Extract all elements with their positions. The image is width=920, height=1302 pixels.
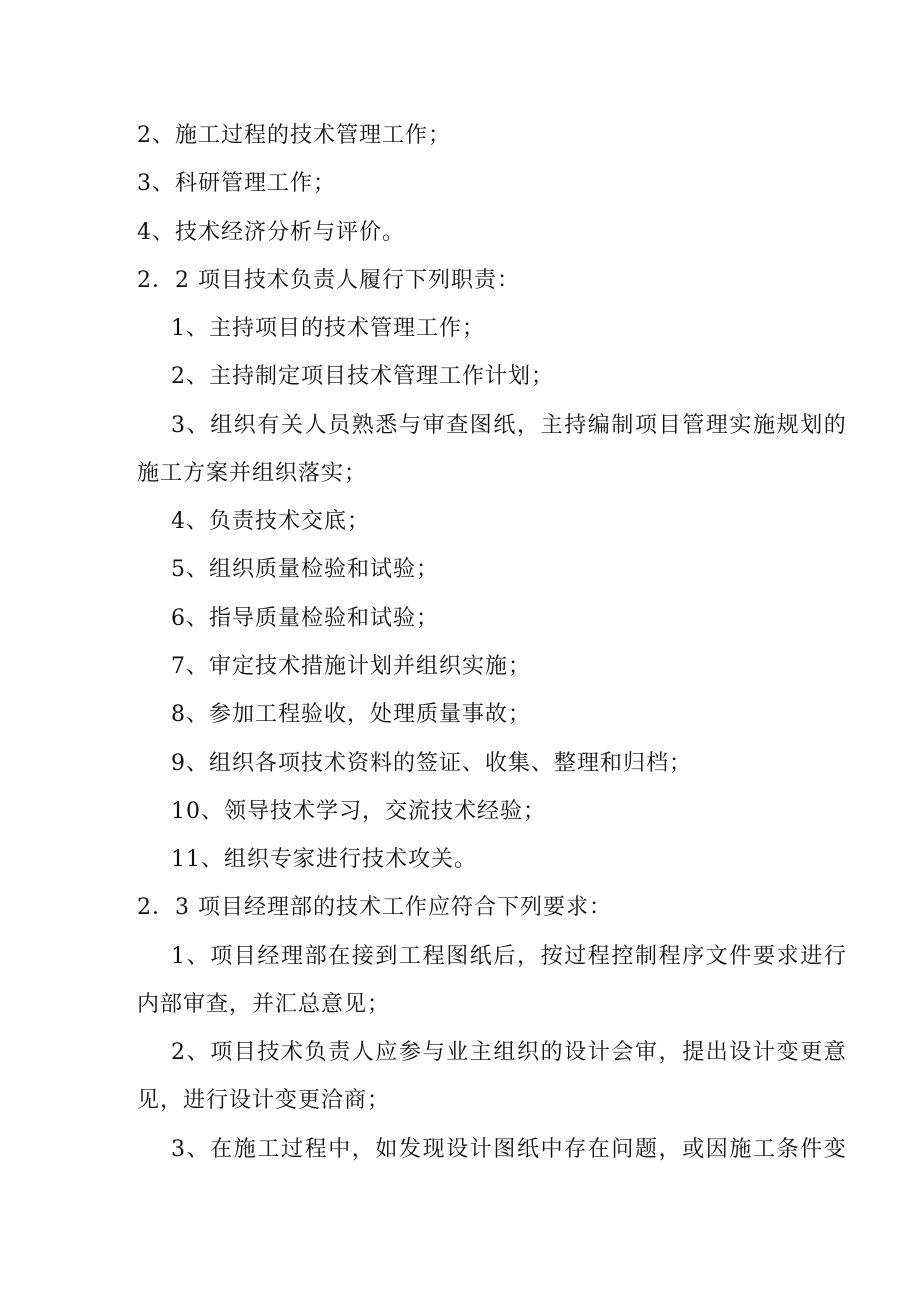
text-line-duty-8: 8、参加工程验收，处理质量事故； bbox=[171, 702, 531, 727]
text-line-duty-1: 1、主持项目的技术管理工作； bbox=[171, 316, 485, 341]
text-line-requirement-2: 2、项目技术负责人应参与业主组织的设计会审，提出设计变更意 bbox=[171, 1040, 848, 1065]
text-line-item-3: 3、科研管理工作； bbox=[137, 171, 336, 196]
text-line-requirement-1-cont: 内部审查，并汇总意见； bbox=[137, 992, 391, 1017]
text-line-duty-3: 3、组织有关人员熟悉与审查图纸，主持编制项目管理实施规划的 bbox=[171, 413, 848, 438]
section-heading-2-3: 2．3 项目经理部的技术工作应符合下列要求： bbox=[137, 895, 612, 920]
text-line-duty-6: 6、指导质量检验和试验； bbox=[171, 606, 439, 631]
text-line-duty-11: 11、组织专家进行技术攻关。 bbox=[171, 847, 477, 872]
text-line-duty-5: 5、组织质量检验和试验； bbox=[171, 557, 439, 582]
text-line-duty-2: 2、主持制定项目技术管理工作计划； bbox=[171, 364, 554, 389]
text-line-item-4: 4、技术经济分析与评价。 bbox=[137, 220, 405, 245]
text-line-duty-3-continued: 施工方案并组织落实； bbox=[137, 461, 368, 486]
text-line-duty-9: 9、组织各项技术资料的签证、收集、整理和归档； bbox=[171, 751, 692, 776]
text-line-requirement-1: 1、项目经理部在接到工程图纸后，按过程控制程序文件要求进行 bbox=[171, 944, 848, 969]
text-line-requirement-2-cont: 见，进行设计变更洽商； bbox=[137, 1088, 391, 1113]
text-line-item-2: 2、施工过程的技术管理工作； bbox=[137, 123, 451, 148]
text-line-duty-10: 10、领导技术学习，交流技术经验； bbox=[171, 799, 546, 824]
text-line-duty-4: 4、负责技术交底； bbox=[171, 509, 370, 534]
text-line-requirement-3: 3、在施工过程中，如发现设计图纸中存在问题，或因施工条件变 bbox=[171, 1137, 848, 1162]
text-line-duty-7: 7、审定技术措施计划并组织实施； bbox=[171, 654, 531, 679]
section-heading-2-2: 2．2 项目技术负责人履行下列职责： bbox=[137, 268, 520, 293]
